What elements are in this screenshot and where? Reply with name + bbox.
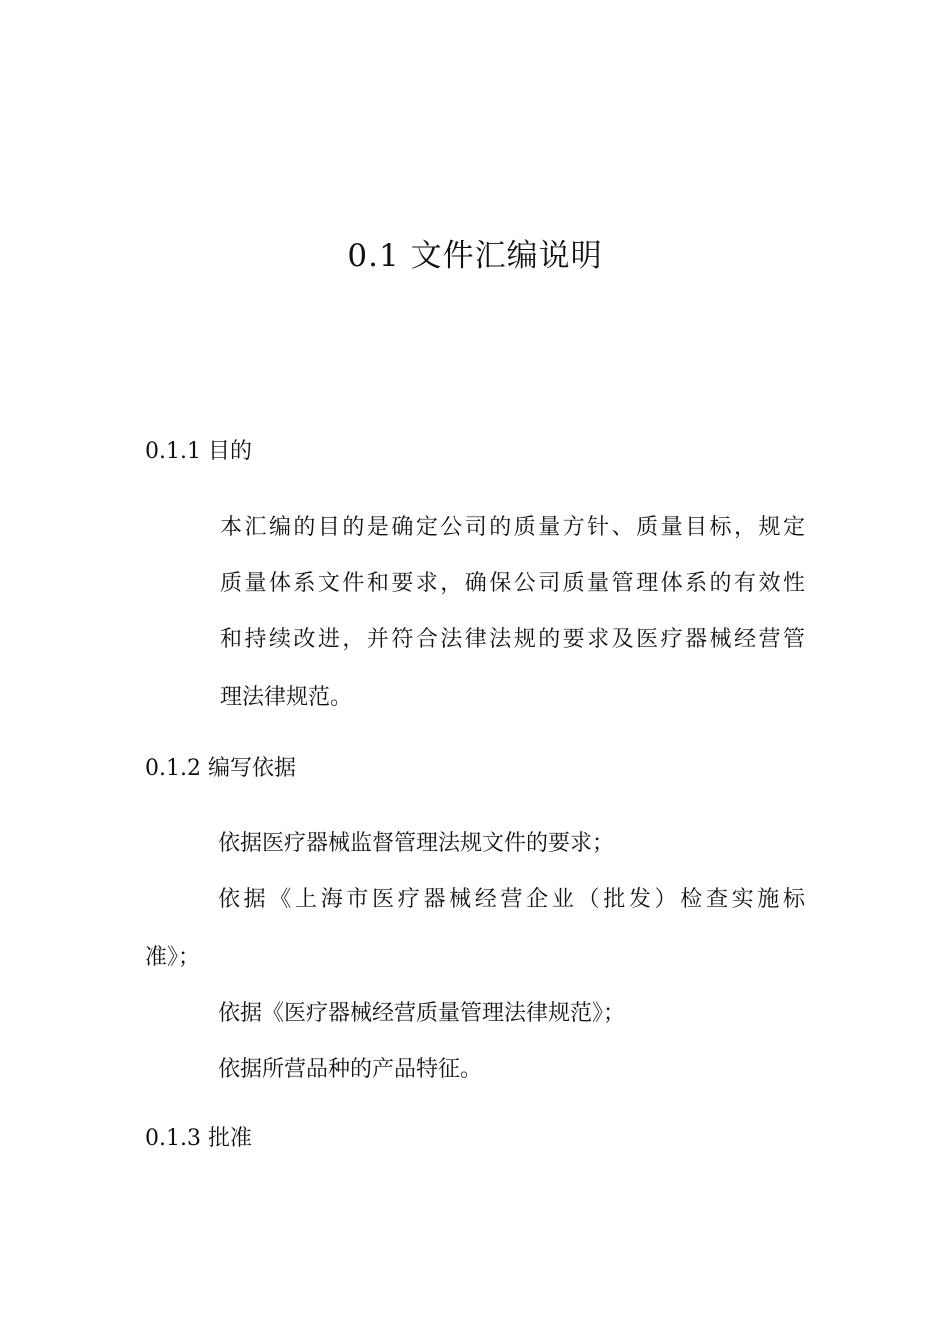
basis-item-continuation: 准》；	[145, 945, 201, 970]
paragraph-line: 本汇编的目的是确定公司的质量方针、质量目标，规定	[220, 515, 805, 540]
paragraph-line: 和持续改进，并符合法律法规的要求及医疗器械经营管	[220, 627, 805, 652]
basis-item: 依据《医疗器械经营质量管理法律规范》；	[218, 1001, 626, 1026]
basis-item: 依据所营品种的产品特征。	[218, 1057, 483, 1082]
section-heading-approval: 0.1.3 批准	[145, 1126, 252, 1151]
paragraph-line: 质量体系文件和要求，确保公司质量管理体系的有效性	[220, 571, 805, 596]
page-title: 0.1 文件汇编说明	[347, 238, 603, 274]
paragraph-line: 理法律规范。	[220, 685, 353, 710]
section-heading-purpose: 0.1.1 目的	[145, 439, 252, 464]
basis-item: 依据医疗器械监督管理法规文件的要求；	[218, 831, 615, 856]
basis-item: 依据《上海市医疗器械经营企业（批发）检查实施标	[218, 887, 805, 912]
section-heading-basis: 0.1.2 编写依据	[145, 756, 296, 781]
